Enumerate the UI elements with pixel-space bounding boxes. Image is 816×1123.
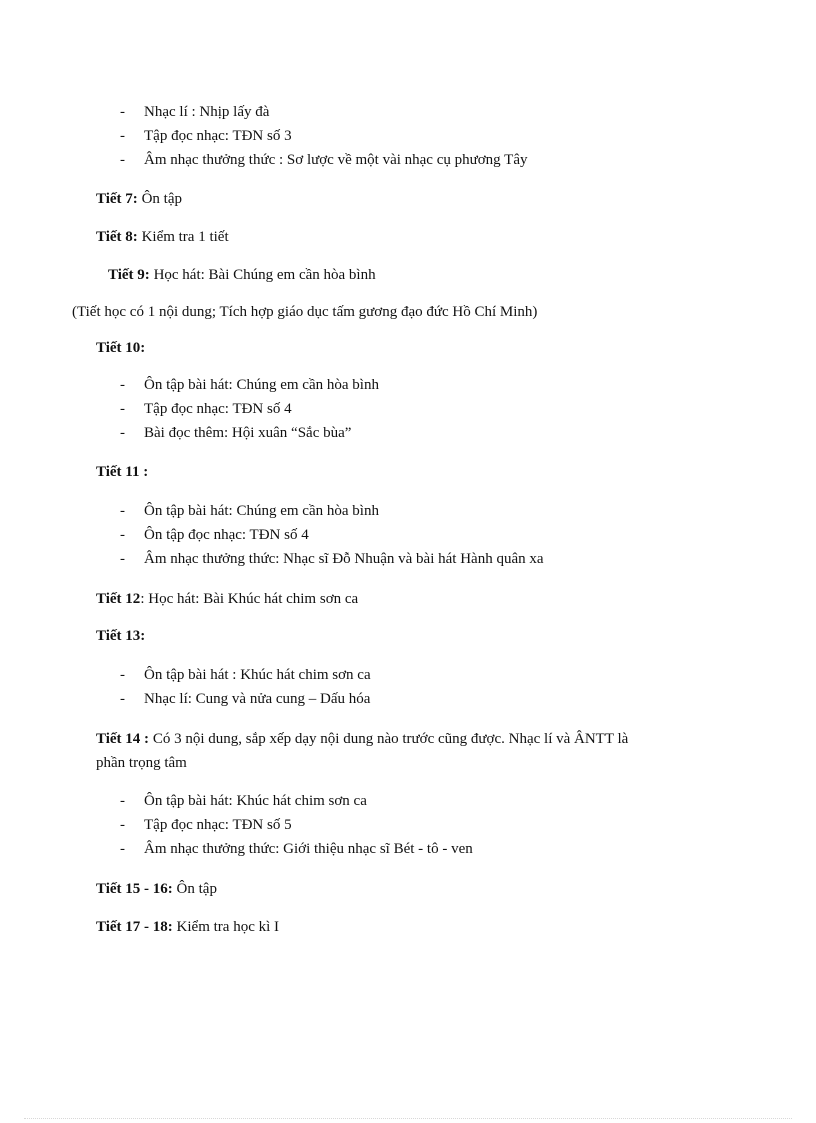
page-bottom-rule	[24, 1118, 792, 1119]
lesson-9: Tiết 9: Học hát: Bài Chúng em cần hòa bình	[108, 267, 376, 283]
lesson-8: Tiết 8: Kiểm tra 1 tiết	[96, 229, 229, 245]
lesson-15-16: Tiết 15 - 16: Ôn tập	[96, 881, 217, 897]
list-item: - Ôn tập đọc nhạc: TĐN số 4	[120, 527, 309, 543]
list-item: - Ôn tập bài hát: Khúc hát chim sơn ca	[120, 793, 367, 809]
list-item: - Nhạc lí : Nhịp lấy đà	[120, 104, 270, 120]
list-item: - Ôn tập bài hát: Chúng em cần hòa bình	[120, 503, 379, 519]
lesson-14-continued: phần trọng tâm	[96, 755, 187, 771]
lesson-11: Tiết 11 :	[96, 464, 149, 480]
list-item: - Âm nhạc thưởng thức: Giới thiệu nhạc sĩ Bét - tô - ven	[120, 841, 473, 857]
list-item: - Ôn tập bài hát: Chúng em cần hòa bình	[120, 377, 379, 393]
lesson-9-note: (Tiết học có 1 nội dung; Tích hợp giáo dục tấm gương đạo đức Hồ Chí Minh)	[72, 304, 538, 320]
list-item: - Âm nhạc thưởng thức: Nhạc sĩ Đỗ Nhuận và bài hát Hành quân xa	[120, 551, 544, 567]
list-item: - Bài đọc thêm: Hội xuân “Sắc bùa”	[120, 425, 352, 441]
list-item: - Nhạc lí: Cung và nửa cung – Dấu hóa	[120, 691, 371, 707]
list-item: - Tập đọc nhạc: TĐN số 5	[120, 817, 292, 833]
lesson-13: Tiết 13:	[96, 628, 146, 644]
lesson-12: Tiết 12: Học hát: Bài Khúc hát chim sơn ca	[96, 591, 359, 607]
list-item: - Âm nhạc thưởng thức : Sơ lược về một vài nhạc cụ phương Tây	[120, 152, 528, 168]
lesson-17-18: Tiết 17 - 18: Kiểm tra học kì I	[96, 919, 280, 935]
lesson-7: Tiết 7: Ôn tập	[96, 191, 182, 207]
lesson-14: Tiết 14 : Có 3 nội dung, sắp xếp dạy nội dung nào trước cũng được. Nhạc lí và ÂNTT là	[96, 731, 629, 747]
list-item: - Tập đọc nhạc: TĐN số 4	[120, 401, 292, 417]
list-item: - Ôn tập bài hát : Khúc hát chim sơn ca	[120, 667, 371, 683]
lesson-10: Tiết 10:	[96, 340, 146, 356]
list-item: - Tập đọc nhạc: TĐN số 3	[120, 128, 292, 144]
